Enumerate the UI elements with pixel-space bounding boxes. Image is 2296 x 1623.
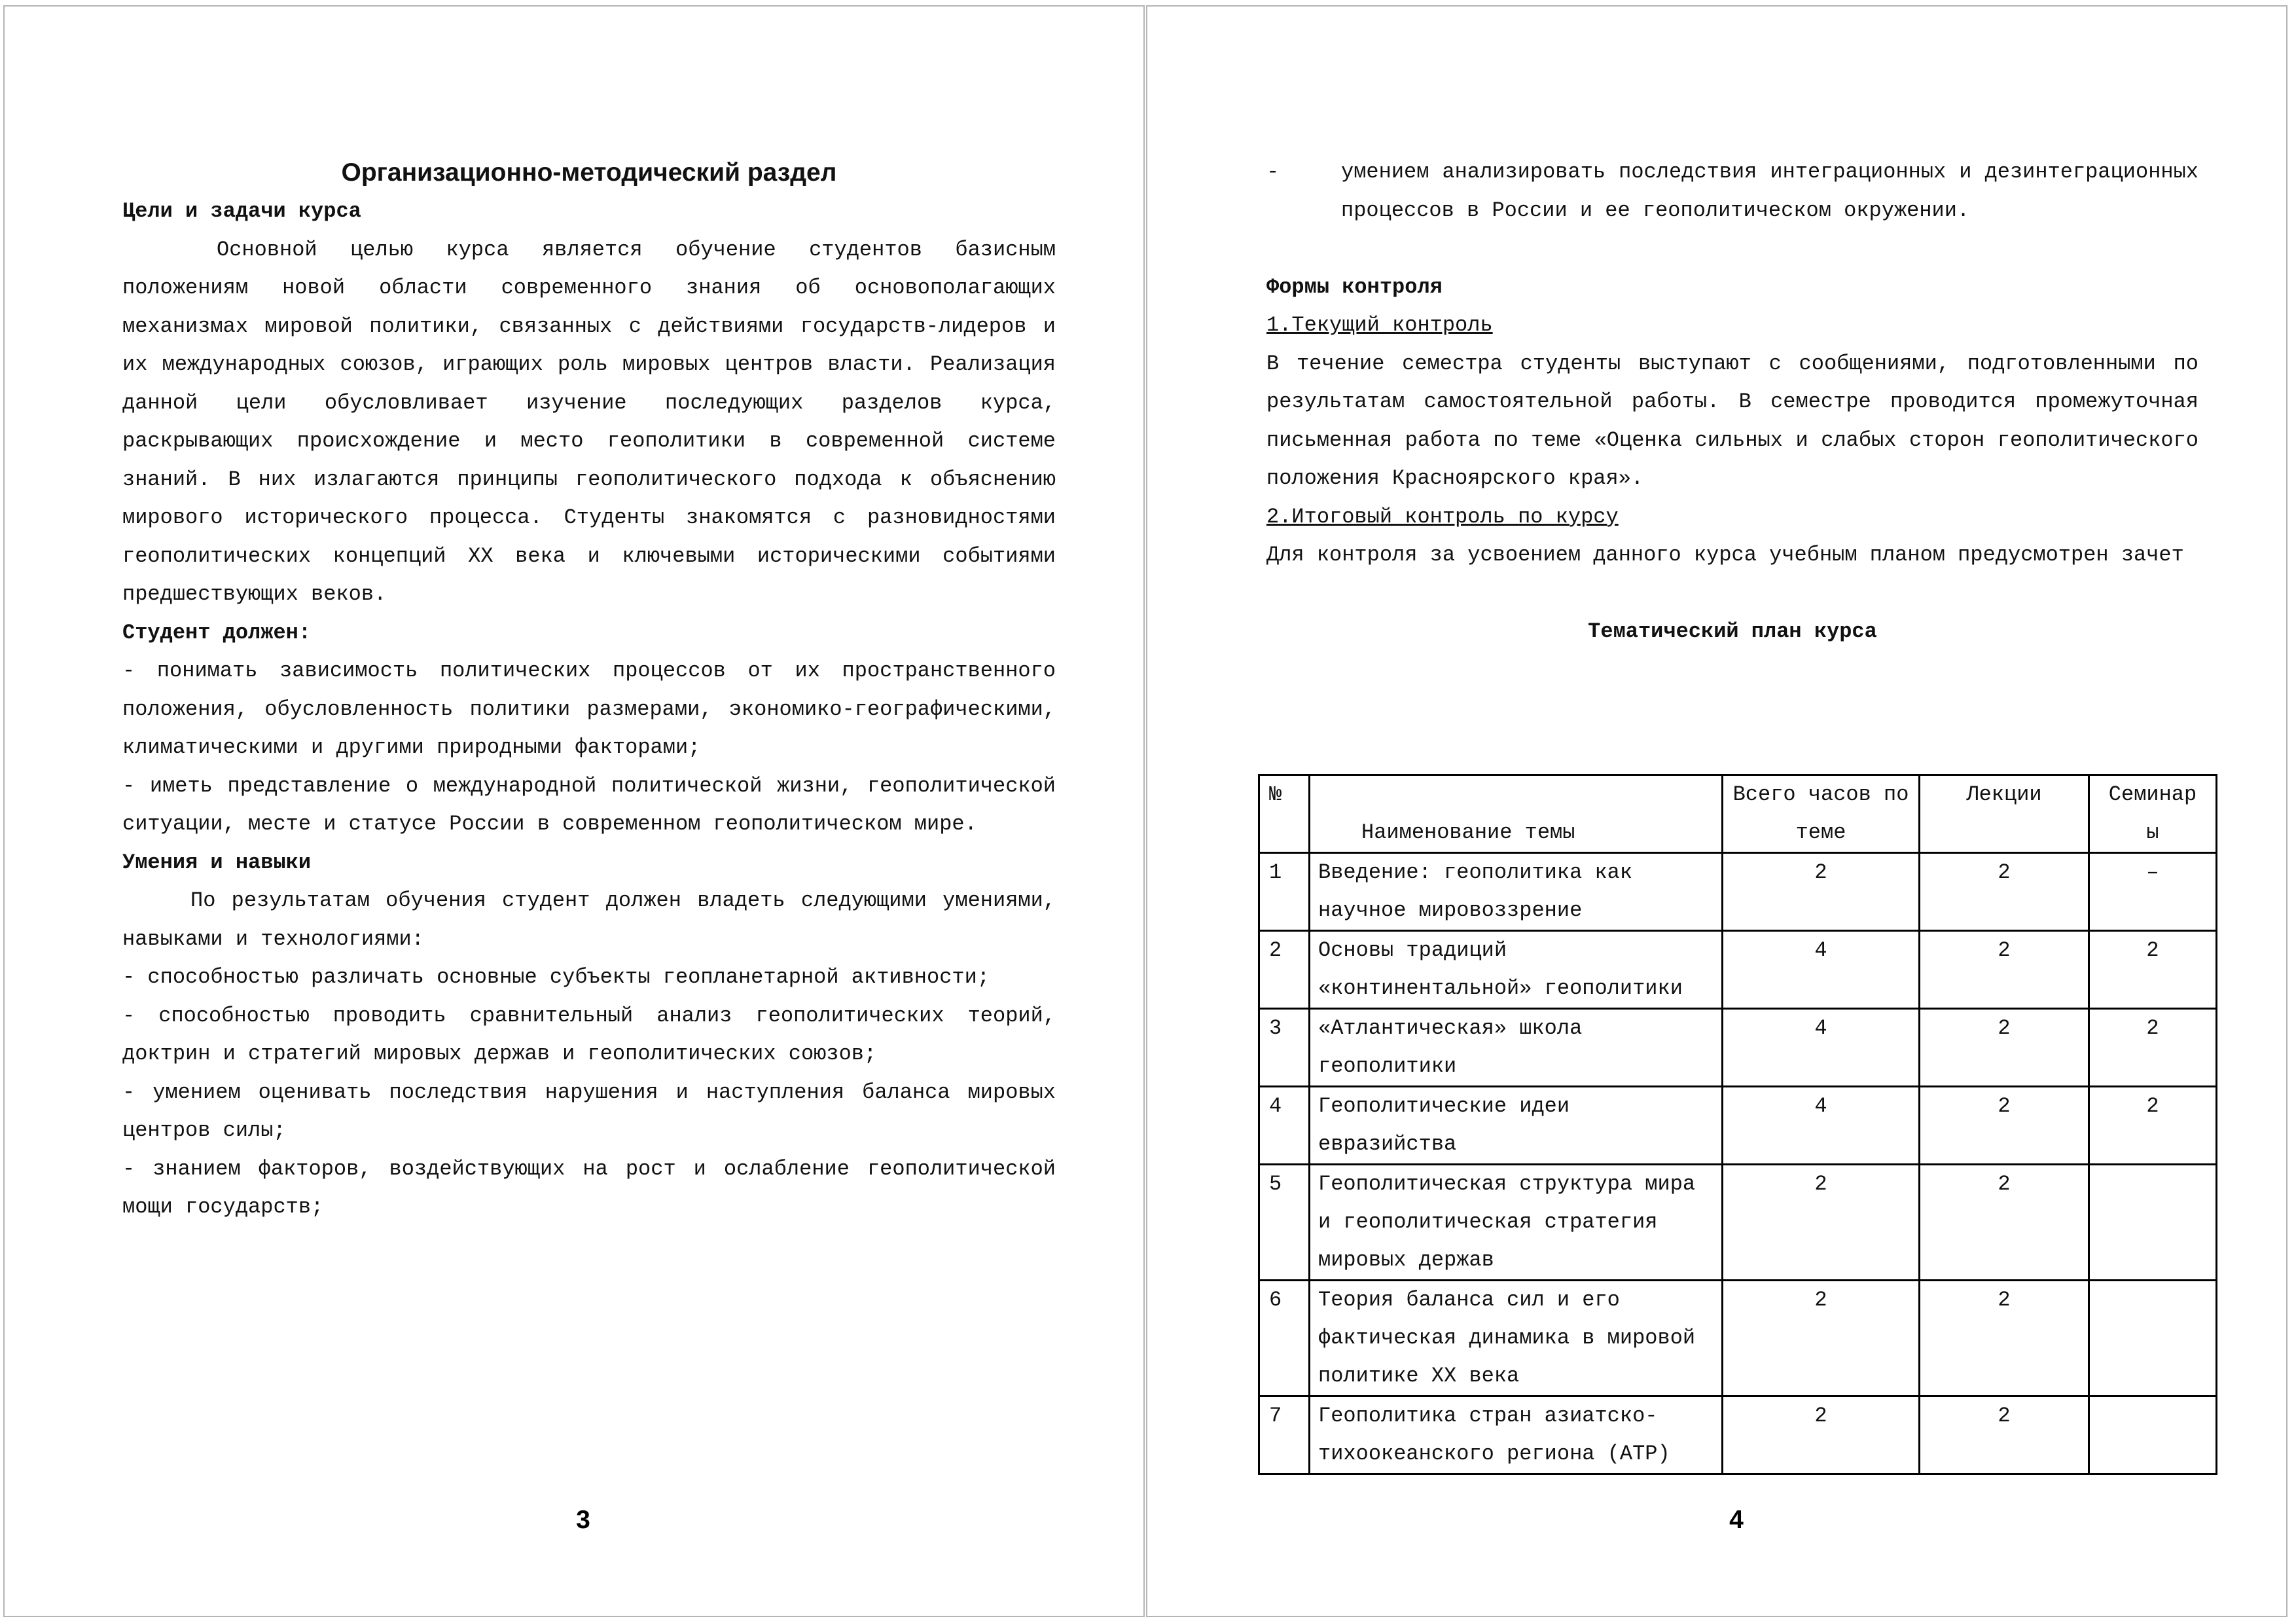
table-row	[1259, 1281, 2217, 1396]
skills-item-continued-text: умением анализировать последствия интеграционных и дезинтеграционных процессов в России и ее геополитическом окружении.	[1341, 160, 2198, 223]
goals-heading: Цели и задачи курса	[122, 199, 361, 223]
goals-paragraph: Основной целью курса является обучение студентов базисным положениям новой области современного знания об основополагающих механизмах мировой политики, связанных с действиями государств-лидеров и их международных союзов, играющих роль мировых центров власти. Реализация данной цели обусловливает изучение последующих разделов курса, раскрывающих происхождение и место геополитики в современной системе знаний. В них излагаются принципы геополитического подхода к объяснению мирового исторического процесса. Студенты знакомятся с разновидностями геополитических концепций XX века и ключевыми историческими событиями предшествующих веков.	[122, 237, 1056, 606]
cell-total: 2	[1723, 853, 1920, 931]
header-total: Всего часов по теме	[1723, 775, 1920, 853]
cell-name: Геополитические идеи евразийства	[1310, 1087, 1723, 1165]
cell-seminars: –	[2089, 853, 2217, 931]
skills-intro: По результатам обучения студент должен владеть следующими умениями, навыками и технологиями:	[122, 888, 1056, 951]
table-row	[1259, 931, 2217, 1009]
final-control-heading: 2.Итоговый контроль по курсу	[1266, 504, 1619, 529]
cell-num: 6	[1259, 1281, 1310, 1396]
cell-lectures: 2	[1920, 931, 2089, 1009]
cell-num: 2	[1259, 931, 1310, 1009]
cell-name: «Атлантическая» школа геополитики	[1310, 1009, 1723, 1087]
cell-lectures: 2	[1920, 1396, 2089, 1474]
student-heading: Студент должен:	[122, 620, 312, 645]
table-row	[1259, 1165, 2217, 1281]
final-control-text: Для контроля за усвоением данного курса учебным планом предусмотрен зачет	[1266, 543, 2184, 567]
cell-lectures: 2	[1920, 1087, 2089, 1165]
cell-lectures: 2	[1920, 1281, 2089, 1396]
cell-name: Введение: геополитика как научное мировоззрение	[1310, 853, 1723, 931]
page-number-right: 4	[1729, 1506, 1744, 1534]
cell-lectures: 2	[1920, 1009, 2089, 1087]
cell-seminars: 2	[2089, 1009, 2217, 1087]
student-item: - иметь представление о международной политической жизни, геополитической ситуации, месте и статусе России в современном геополитическом мире.	[122, 773, 1056, 836]
header-name	[1310, 775, 1723, 853]
skills-item: - способностью различать основные субъекты геопланетарной активности;	[122, 965, 990, 989]
cell-total: 2	[1723, 1165, 1920, 1281]
page-title: Организационно-методический раздел	[341, 158, 837, 187]
page-right	[1146, 5, 2287, 1617]
cell-seminars	[2089, 1396, 2217, 1474]
skills-item: - умением оценивать последствия нарушения и наступления баланса мировых центров силы;	[122, 1080, 1056, 1142]
student-item: - понимать зависимость политических процессов от их пространственного положения, обусловленность политики размерами, экономико-географическими, климатическими и другими природными факторами;	[122, 659, 1056, 759]
cell-num: 4	[1259, 1087, 1310, 1165]
cell-seminars: 2	[2089, 931, 2217, 1009]
control-heading: Формы контроля	[1266, 274, 1443, 299]
header-lectures: Лекции	[1920, 775, 2089, 853]
cell-name: Геополитическая структура мира и геополитическая стратегия мировых держав	[1310, 1165, 1723, 1281]
table-header-row	[1259, 775, 2217, 853]
cell-total: 4	[1723, 1087, 1920, 1165]
cell-num: 1	[1259, 853, 1310, 931]
skills-item-continued	[1266, 153, 2198, 230]
skills-heading: Умения и навыки	[122, 850, 312, 875]
cell-total: 2	[1723, 1396, 1920, 1474]
cell-name: Теория баланса сил и его фактическая динамика в мировой политике XX века	[1310, 1281, 1723, 1396]
cell-total: 4	[1723, 931, 1920, 1009]
cell-num: 3	[1259, 1009, 1310, 1087]
table-row	[1259, 1009, 2217, 1087]
cell-seminars	[2089, 1165, 2217, 1281]
page-right-content	[1266, 153, 2198, 651]
spacer	[1266, 230, 2198, 268]
cell-seminars	[2089, 1281, 2217, 1396]
skills-item: - знанием факторов, воздействующих на рост и ослабление геополитической мощи государств;	[122, 1156, 1056, 1219]
table-row	[1259, 853, 2217, 931]
cell-total: 4	[1723, 1009, 1920, 1087]
page-left	[3, 5, 1145, 1617]
page-left-content	[122, 153, 1056, 1227]
table-title: Тематический план курса	[1588, 619, 1877, 644]
cell-name: Геополитика стран азиатско-тихоокеанского региона (АТР)	[1310, 1396, 1723, 1474]
bullet-dash: -	[1266, 160, 1280, 184]
table-row	[1259, 1087, 2217, 1165]
current-control-heading: 1.Текущий контроль	[1266, 313, 1493, 337]
header-name-text: Наименование темы	[1361, 820, 1575, 845]
header-num: №	[1259, 775, 1310, 853]
current-control-text: В течение семестра студенты выступают с сообщениями, подготовленными по результатам самостоятельной работы. В семестре проводится промежуточная письменная работа по теме «Оценка сильных и слабых сторон геополитического положения Красноярского края».	[1266, 351, 2198, 490]
page-number-left: 3	[576, 1506, 590, 1534]
cell-lectures: 2	[1920, 853, 2089, 931]
cell-num: 5	[1259, 1165, 1310, 1281]
cell-name: Основы традиций «континентальной» геополитики	[1310, 931, 1723, 1009]
cell-lectures: 2	[1920, 1165, 2089, 1281]
spacer	[1266, 575, 2198, 613]
table-row	[1259, 1396, 2217, 1474]
cell-num: 7	[1259, 1396, 1310, 1474]
header-seminars: Семинар ы	[2089, 775, 2217, 853]
thematic-plan-table	[1258, 774, 2217, 1475]
cell-seminars: 2	[2089, 1087, 2217, 1165]
cell-total: 2	[1723, 1281, 1920, 1396]
skills-item: - способностью проводить сравнительный анализ геополитических теорий, доктрин и стратегий мировых держав и геополитических союзов;	[122, 1003, 1056, 1066]
